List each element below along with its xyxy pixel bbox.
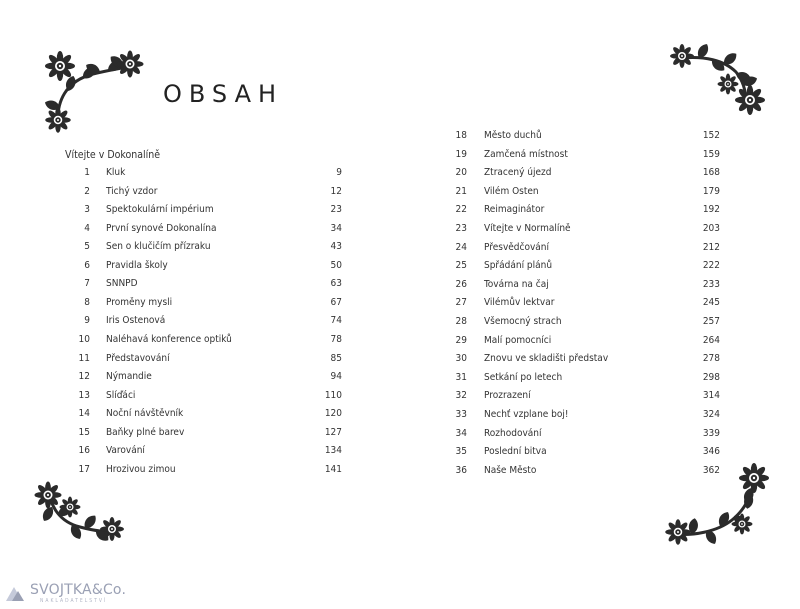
toc-entry [0,204,800,218]
page-number: 67 [330,296,342,308]
chapter-number: 18 [455,130,467,141]
page-number: 298 [702,371,720,383]
page-number: 141 [324,463,342,475]
toc-entry [0,446,800,460]
chapter-number: 36 [455,464,467,476]
chapter-title: Továrna na čaj [484,278,549,290]
chapter-number: 33 [455,409,467,420]
chapter-title: Město duchů [484,130,542,141]
flower-vine-icon [30,477,126,549]
chapter-number: 32 [455,390,467,402]
page-number: 152 [702,130,720,141]
chapter-number: 7 [84,278,90,290]
page-number: 74 [330,315,342,327]
toc-entry [0,186,800,200]
page-title: OBSAH [163,80,284,108]
chapter-title: Zamčená místnost [484,148,568,160]
toc-entry [0,242,800,256]
chapter-number: 24 [455,241,467,253]
chapter-title: Ztracený újezd [484,167,552,179]
chapter-title: Všemocný strach [484,316,562,327]
chapter-title: Vilém Osten [484,185,539,197]
toc-entry [0,465,800,479]
chapter-title: Kluk [106,167,126,178]
chapter-title: Malí pomocníci [484,334,552,346]
chapter-title: Naléhavá konference optiků [106,333,232,345]
flower-vine-icon [38,46,150,138]
chapter-number: 11 [78,352,90,364]
page-number: 179 [702,185,720,197]
toc-entry [0,260,800,274]
chapter-number: 4 [84,222,90,234]
chapter-number: 16 [78,445,90,457]
page-number: 203 [702,223,720,234]
page-number: 245 [702,297,720,309]
chapter-number: 5 [84,241,90,253]
chapter-title: Baňky plné barev [106,426,185,438]
chapter-number: 23 [455,223,467,234]
chapter-title: Nechť vzplane boj! [484,409,569,420]
chapter-title: Prozrazení [484,390,531,402]
page-number: 43 [330,241,342,253]
toc-entry [0,316,800,330]
flower-vine-icon [664,42,770,118]
toc-entry [0,297,800,311]
chapter-number: 35 [455,446,467,458]
chapter-title: Varování [106,445,145,457]
chapter-title: Spřádání plánů [484,260,553,272]
chapter-title: Vilémův lektvar [484,297,555,309]
toc-entry [0,409,800,423]
chapter-number: 19 [455,148,467,160]
chapter-title: Setkání po letech [484,371,563,383]
chapter-number: 20 [455,167,467,179]
chapter-number: 17 [78,463,90,475]
chapter-number: 25 [455,260,467,272]
logo-subtitle: NAKLADATELSTVÍ [40,598,108,604]
toc-entry [0,390,800,404]
toc-entry [0,353,800,367]
chapter-number: 9 [84,315,90,327]
page-number: 134 [324,445,342,457]
toc-entry [0,428,800,442]
chapter-number: 2 [84,185,90,197]
chapter-title: Poslední bitva [484,446,547,458]
page-number: 12 [330,185,342,197]
page-number: 278 [702,353,720,365]
chapter-number: 6 [84,259,90,271]
page-number: 120 [324,408,342,420]
page-number: 339 [702,427,720,439]
chapter-number: 30 [455,353,467,365]
chapter-number: 21 [455,185,467,197]
toc-entry [0,372,800,386]
page-number: 233 [702,278,720,290]
chapter-number: 14 [78,408,90,420]
toc-entry [0,149,800,163]
chapter-number: 28 [455,316,467,327]
chapter-title: Sen o klučičím přízraku [106,241,211,253]
page-number: 159 [702,148,720,160]
page-number: 9 [336,167,342,178]
page-number: 85 [330,352,342,364]
logo-icon [4,583,26,603]
chapter-title: Slíďáci [106,389,136,401]
page-number: 23 [330,204,342,216]
chapter-title: Přesvědčování [484,241,550,253]
page-number: 63 [330,278,342,290]
page-number: 192 [702,204,720,216]
page-number: 34 [330,222,342,234]
page-number: 346 [702,446,720,458]
page-number: 222 [702,260,720,272]
chapter-number: 31 [455,371,467,383]
toc-entry [0,130,800,144]
chapter-title: Iris Ostenová [106,315,166,327]
chapter-number: 13 [78,389,90,401]
publisher-logo [4,582,127,604]
chapter-title: Hrozivou zimou [106,463,176,475]
chapter-title: Vítejte v Normalíně [484,223,571,234]
page-number: 362 [702,464,720,476]
toc-intro: Vítejte v Dokonalíně [65,149,161,161]
chapter-title: Reimaginátor [484,204,545,216]
chapter-title: Proměny mysli [106,296,173,308]
page-number: 50 [330,259,342,271]
page-number: 168 [702,167,720,179]
page-number: 314 [702,390,720,402]
logo-brand: SVOJTKA&Co. [30,582,127,598]
chapter-number: 10 [78,333,90,345]
chapter-number: 15 [78,426,90,438]
chapter-title: Znovu ve skladišti představ [484,353,609,365]
toc-entry [0,223,800,237]
chapter-number: 26 [455,278,467,290]
chapter-title: Nýmandie [106,371,152,383]
toc-entry [0,167,800,181]
page-number: 212 [702,241,720,253]
chapter-title: První synové Dokonalína [106,222,217,234]
chapter-number: 8 [84,296,90,308]
chapter-title: Rozhodování [484,427,542,439]
chapter-title: Tichý vzdor [106,185,158,197]
page-number: 78 [330,333,342,345]
chapter-title: Spektokulární impérium [106,204,214,216]
chapter-number: 3 [84,204,90,216]
chapter-number: 29 [455,334,467,346]
chapter-number: 12 [78,371,90,383]
chapter-title: Naše Město [484,464,537,476]
chapter-title: SNNPD [106,278,138,290]
page-number: 127 [324,426,342,438]
chapter-number: 1 [84,167,90,178]
toc-entry [0,335,800,349]
chapter-title: Představování [106,352,170,364]
page-number: 257 [702,316,720,327]
page-number: 264 [702,334,720,346]
chapter-title: Pravidla školy [106,259,168,271]
page-number: 94 [330,371,342,383]
chapter-number: 34 [455,427,467,439]
chapter-number: 27 [455,297,467,309]
page-number: 110 [324,389,342,401]
chapter-number: 22 [455,204,467,216]
toc-entry [0,279,800,293]
chapter-title: Noční návštěvník [106,408,184,420]
page-number: 324 [702,409,720,420]
